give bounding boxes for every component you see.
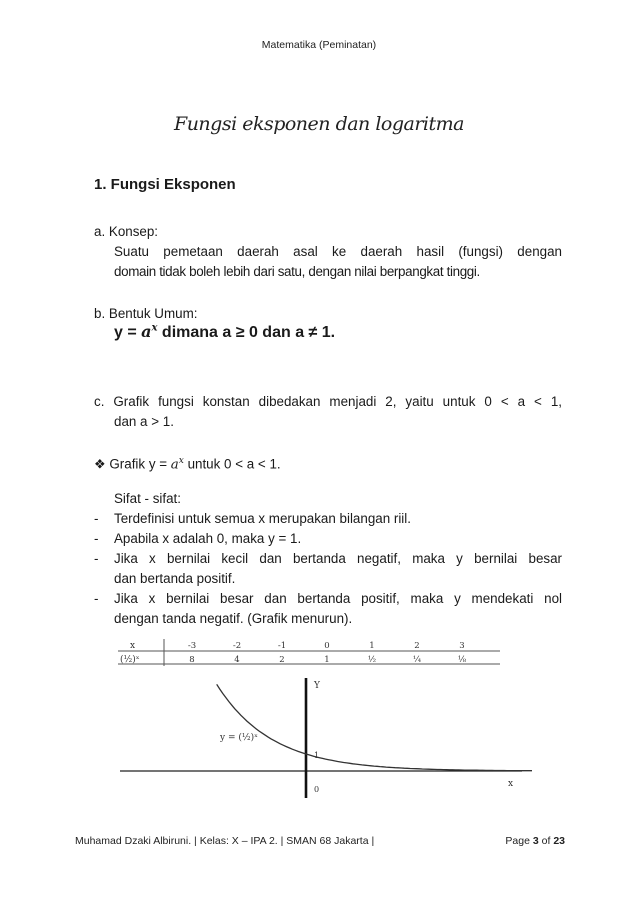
item-c-line1: c. Grafik fungsi konstan dibedakan menjadi 2, yaitu untuk 0 < a < 1,: [94, 394, 562, 409]
property-line: dengan tanda negatif. (Grafik menurun).: [114, 611, 353, 626]
formula-exponent: x: [151, 322, 158, 334]
table-x-value: -1: [277, 641, 287, 651]
table-row1-label: x: [130, 641, 136, 651]
footer-page-total: 23: [553, 835, 565, 847]
page-header: Matematika (Peminatan): [261, 39, 377, 51]
general-form-formula: [114, 322, 335, 342]
property-line: Apabila x adalah 0, maka y = 1.: [114, 531, 302, 546]
graph-bullet: [94, 450, 281, 475]
footer-of-word: of: [538, 835, 554, 847]
bullet-exponent: x: [178, 456, 184, 466]
y-axis-label: Y: [314, 681, 320, 691]
curve-label: y = (½)ˣ: [220, 733, 258, 743]
table-y-value: ½: [367, 655, 377, 665]
property-line: Jika x bernilai kecil dan bertanda negatif, maka y bernilai besar: [114, 551, 562, 566]
property-line: Terdefinisi untuk semua x merupakan bilangan riil.: [114, 511, 411, 526]
table-y-value: 2: [279, 655, 285, 665]
table-x-value: 2: [414, 641, 420, 651]
property-dash: -: [94, 551, 99, 566]
table-y-value: 4: [234, 655, 240, 665]
table-y-value: 1: [324, 655, 330, 665]
footer-page-word: Page: [505, 835, 533, 847]
item-a-line1: Suatu pemetaan daerah asal ke daerah hasil (fungsi) dengan: [114, 244, 562, 259]
table-x-value: -3: [187, 641, 197, 651]
table-cells: [188, 641, 467, 665]
formula-rest: dimana a ≥ 0 dan a ≠ 1.: [157, 324, 336, 341]
origin-label: 0: [314, 785, 320, 794]
property-dash: -: [94, 591, 99, 606]
footer-page-number: 3: [532, 835, 539, 847]
exponential-curve: [217, 684, 532, 771]
property-dash: -: [94, 511, 99, 526]
property-dash: -: [94, 531, 99, 546]
table-y-value: ¼: [412, 655, 422, 665]
table-x-value: 0: [324, 641, 330, 651]
formula-prefix: y =: [114, 324, 142, 341]
bullet-prefix: Grafik y =: [109, 456, 171, 472]
item-a-label: a. Konsep:: [94, 224, 159, 239]
bullet-suffix: untuk 0 < a < 1.: [183, 456, 281, 472]
page-footer: [75, 835, 565, 847]
diamond-bullet-icon: ❖: [94, 456, 106, 472]
y-intercept-label: 1: [314, 751, 320, 760]
formula-base: a: [141, 322, 152, 341]
table-x-value: 1: [369, 641, 375, 651]
property-line: dan bertanda positif.: [114, 571, 236, 586]
property-line: Jika x bernilai besar dan bertanda positif, maka y mendekati nol: [114, 591, 562, 606]
page-title: Fungsi eksponen dan logaritma: [174, 113, 464, 135]
table-x-value: -2: [232, 641, 242, 651]
exponential-figure: [112, 636, 532, 808]
footer-page-info: [505, 835, 565, 847]
item-c-line2: dan a > 1.: [114, 414, 174, 429]
properties-heading: Sifat - sifat:: [114, 491, 181, 506]
table-row2-label: (½)ˣ: [120, 655, 140, 665]
bullet-base: a: [170, 457, 179, 473]
section-heading: 1. Fungsi Eksponen: [94, 176, 236, 193]
table-y-value: 8: [189, 655, 195, 665]
item-b-label: b. Bentuk Umum:: [94, 306, 198, 321]
x-axis-label: x: [508, 779, 514, 789]
item-a-line2: domain tidak boleh lebih dari satu, dengan nilai berpangkat tinggi.: [114, 264, 480, 279]
table-y-value: ⅛: [457, 655, 467, 665]
footer-author: Muhamad Dzaki Albiruni. | Kelas: X – IPA 2. | SMAN 68 Jakarta |: [75, 835, 375, 847]
table-x-value: 3: [459, 641, 465, 651]
